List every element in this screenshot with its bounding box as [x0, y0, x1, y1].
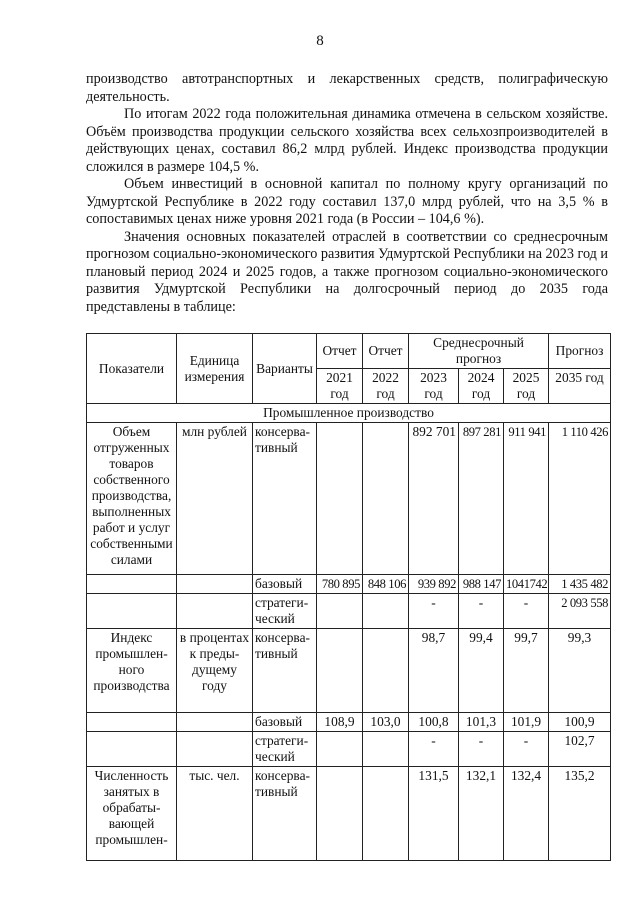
- table-section-row: [87, 404, 611, 423]
- cell-value: 2 093 558: [549, 594, 611, 629]
- paragraph-4: Значения основных показателей отраслей в соответствии со среднесрочным прогнозом социально-экономического развития Удмуртской Республики на 2023 год и плановый период 2024 и 2025 годов, а также прогнозом социально-экономического развития Удмуртской Республики на долгосрочный период до 2035 года представлены в таблице:: [86, 228, 608, 315]
- cell-variant: базовый: [253, 575, 317, 594]
- cell-value: 98,7: [409, 629, 459, 713]
- cell-value: 848 106: [363, 575, 409, 594]
- cell-value: 939 892: [409, 575, 459, 594]
- cell-variant: стратеги-ческий: [253, 594, 317, 629]
- cell-value: [363, 732, 409, 767]
- paragraph-2: По итогам 2022 года положительная динамика отмечена в сельском хозяйстве. Объём производства продукции сельского хозяйства всех сельхозпроизводителей в действующих ценах, составил 86,2 млрд рублей. Индекс производства продукции сложился в размере 104,5 %.: [86, 106, 608, 175]
- table-row: [87, 732, 611, 767]
- cell-value: 1 435 482: [549, 575, 611, 594]
- cell-value: 100,8: [409, 713, 459, 732]
- cell-value: [317, 629, 363, 713]
- header-medium-term: Среднесрочный прогноз: [409, 334, 549, 369]
- cell-value: [363, 594, 409, 629]
- cell-indicator: [87, 732, 177, 767]
- cell-indicator: Индекс промышлен-ного производства: [87, 629, 177, 713]
- table-row: [87, 575, 611, 594]
- cell-value: [317, 423, 363, 575]
- cell-variant: консерва-тивный: [253, 629, 317, 713]
- cell-indicator: Численность занятых в обрабаты-вающей промышлен-: [87, 767, 177, 861]
- cell-variant: стратеги-ческий: [253, 732, 317, 767]
- cell-value: -: [409, 594, 459, 629]
- cell-value: -: [409, 732, 459, 767]
- cell-value: 780 895: [317, 575, 363, 594]
- cell-variant: консерва-тивный: [253, 767, 317, 861]
- header-unit: Единица измерения: [177, 334, 253, 404]
- cell-value: 100,9: [549, 713, 611, 732]
- cell-unit: млн рублей: [177, 423, 253, 575]
- header-year: 2024 год: [459, 369, 504, 404]
- forecast-table: [86, 333, 611, 861]
- cell-value: 102,7: [549, 732, 611, 767]
- cell-indicator: Объем отгруженных товаров собственного производства, выполненных работ и услуг собственными силами: [87, 423, 177, 575]
- header-indicator: Показатели: [87, 334, 177, 404]
- cell-value: -: [504, 732, 549, 767]
- header-forecast: Прогноз: [549, 334, 611, 369]
- cell-indicator: [87, 575, 177, 594]
- paragraph-3: Объем инвестиций в основной капитал по полному кругу организаций по Удмуртской Республике в 2022 году составил 137,0 млрд рублей, что на 3,5 % в сопоставимых ценах ниже уровня 2021 года (в России – 104,6 %).: [86, 176, 608, 227]
- cell-value: 1 110 426: [549, 423, 611, 575]
- cell-value: 101,3: [459, 713, 504, 732]
- cell-value: [317, 732, 363, 767]
- body-text: [86, 71, 608, 316]
- section-title: Промышленное производство: [87, 404, 611, 423]
- cell-value: 99,7: [504, 629, 549, 713]
- cell-value: 99,4: [459, 629, 504, 713]
- cell-value: 103,0: [363, 713, 409, 732]
- cell-value: -: [459, 594, 504, 629]
- cell-value: -: [459, 732, 504, 767]
- cell-value: 131,5: [409, 767, 459, 861]
- cell-unit: в процентах к преды-дущему году: [177, 629, 253, 713]
- cell-value: 135,2: [549, 767, 611, 861]
- cell-value: [317, 594, 363, 629]
- cell-value: 892 701: [409, 423, 459, 575]
- table-row: [87, 713, 611, 732]
- cell-value: [363, 767, 409, 861]
- header-report-2022: Отчет: [363, 334, 409, 369]
- cell-value: -: [504, 594, 549, 629]
- cell-value: 101,9: [504, 713, 549, 732]
- table-row: [87, 629, 611, 713]
- header-report-2021: Отчет: [317, 334, 363, 369]
- table-row: [87, 594, 611, 629]
- cell-indicator: [87, 713, 177, 732]
- header-year: 2021 год: [317, 369, 363, 404]
- cell-value: [317, 767, 363, 861]
- header-year: 2035 год: [549, 369, 611, 404]
- cell-value: 988 147: [459, 575, 504, 594]
- cell-unit: тыс. чел.: [177, 767, 253, 861]
- cell-variant: консерва-тивный: [253, 423, 317, 575]
- table-row: [87, 767, 611, 861]
- cell-value: 108,9: [317, 713, 363, 732]
- cell-value: 132,4: [504, 767, 549, 861]
- cell-value: 911 941: [504, 423, 549, 575]
- header-year: 2023 год: [409, 369, 459, 404]
- header-variant: Варианты: [253, 334, 317, 404]
- cell-value: 132,1: [459, 767, 504, 861]
- table-header-row: [87, 334, 611, 369]
- cell-indicator: [87, 594, 177, 629]
- cell-value: [363, 423, 409, 575]
- cell-value: [363, 629, 409, 713]
- cell-unit: [177, 732, 253, 767]
- paragraph-1: производство автотранспортных и лекарственных средств, полиграфическую деятельность.: [86, 71, 608, 105]
- page-number: 8: [316, 33, 324, 49]
- cell-value: 99,3: [549, 629, 611, 713]
- cell-value: 1041742: [504, 575, 549, 594]
- header-year: 2025 год: [504, 369, 549, 404]
- cell-value: 897 281: [459, 423, 504, 575]
- cell-variant: базовый: [253, 713, 317, 732]
- cell-unit: [177, 575, 253, 594]
- table-row: [87, 423, 611, 575]
- cell-unit: [177, 594, 253, 629]
- header-year: 2022 год: [363, 369, 409, 404]
- cell-unit: [177, 713, 253, 732]
